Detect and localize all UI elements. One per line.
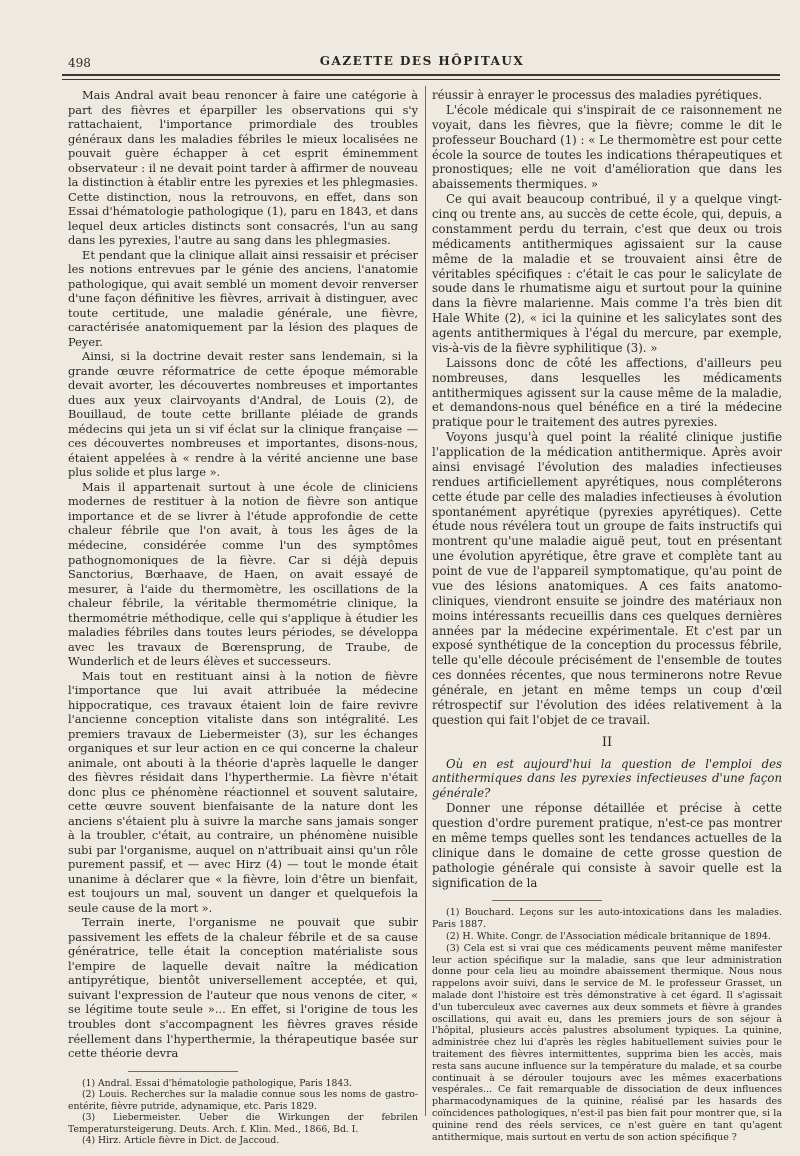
paragraph: Terrain inerte, l'organisme ne pouvait que subir passivement les effets de la chaleur fébrile et de sa cause génératrice, telle était la conception matérialiste sous l'empire de laquelle devait naître la médication antipyrétique, bientôt universellement acceptée, et qui, suivant l'expression de l'auteur que nous venons de citer, « se légitime toute seule »... En effet, si l'origine de tous les troubles dont s'accompagnent les fièvres graves réside réellement dans l'hyperthermie, la thérapeutique basée sur cette théorie devra <box>68 915 418 1061</box>
column-divider <box>425 86 426 1116</box>
header-rule-thick <box>62 74 780 76</box>
section-question: Où en est aujourd'hui la question de l'emploi des antithermiques dans les pyrexies infectieuses d'une façon générale? <box>432 756 782 801</box>
footnote: (1) Bouchard. Leçons sur les auto-intoxications dans les maladies. Paris 1887. <box>432 907 782 931</box>
paragraph: Ce qui avait beaucoup contribué, il y a quelque vingt-cinq ou trente ans, au succès de cette école, qui, depuis, a constamment perdu du terrain, c'est que deux ou trois médicaments antithermiques agissaient sur la cause même de la maladie et se trouvaient ainsi être de véritables spécifiques : c'était le cas pour le salicylate de soude dans le rhumatisme aigu et surtout pour la quinine dans la fièvre malarienne. Mais comme l'a très bien dit Hale White (2), « ici la quinine et les salicylates sont des agents antithermiques à l'égal du mercure, par exemple, vis-à-vis de la fièvre syphilitique (3). » <box>432 192 782 355</box>
footnote: (1) Andral. Essai d'hématologie pathologique, Paris 1843. <box>82 1077 353 1089</box>
paragraph: Voyons jusqu'à quel point la réalité clinique justifie l'application de la médication antithermique. Après avoir ainsi envisagé l'évolution des maladies infectieuses rendues artificiellement apyrétiques, nous compléterons cette étude par celle des maladies infectieuses à évolution spontanément apyrétique (pyrexies apyrétiques). Cette étude nous révélera tout un groupe de faits instructifs qui montrent qu'une maladie aiguë peut, tout en présentant une évolution apyrétique, être grave et complète tant au point de vue de l'appareil symptomatique, qu'au point de vue des lésions anatomiques. A ces faits anatomo-cliniques, viendront ensuite se joindre des matériaux non moins intéressants recueillis dans ces quelques dernières années par la médecine expérimentale. Et c'est par un exposé synthétique de la conception du processus fébrile, telle qu'elle découle précisément de l'ensemble de toutes ces données récentes, que nous terminerons notre Revue générale, en jetant en même temps un coup d'œil rétrospectif sur l'évolution des idées relativement à la question qui fait l'objet de ce travail. <box>432 430 782 727</box>
paragraph: Mais il appartenait surtout à une école de cliniciens modernes de restituer à la notion de fièvre son antique importance et de se livrer à l'étude approfondie de cette chaleur fébrile que l'on avait, à tous les âges de la médecine, considérée comme l'un des symptômes pathognomoniques de la fièvre. Car si déjà depuis Sanctorius, Bœrhaave, de Haen, on avait essayé de mesurer, à l'aide du thermomètre, les oscillations de la chaleur fébrile, la véritable thermométrie clinique, la thermométrie méthodique, celle qui s'applique à étudier les maladies fébriles dans toutes leurs périodes, se développa avec les travaux de Bœrensprung, de Traube, de Wunderlich et de leurs élèves et successeurs. <box>68 479 418 669</box>
paragraph: Laissons donc de côté les affections, d'ailleurs peu nombreuses, dans lesquelles les médicaments antithermiques agissent sur la cause même de la maladie, et demandons-nous quel bénéfice en a tiré la médecine pratique pour le traitement des autres pyrexies. <box>432 355 782 430</box>
footnote: (3) Cela est si vrai que ces médicaments peuvent même manifester leur action spécifique sur la maladie, sans que leur administration donne pour cela lieu au moindre abaissement thermique. Nous nous rappelons avoir suivi, dans le service de M. le professeur Grasset, un malade dont l'histoire est très démonstrative à cet égard. Il s'agissait d'un tuberculeux avec cavernes aux deux sommets et fièvre à grandes oscillations, qui avait eu, dans les premiers jours de son séjour à l'hôpital, plusieurs accès palustres absolument typiques. La quinine, administrée chez lui d'après les règles habituellement suivies pour le traitement des fièvres intermittentes, supprima bien les accès, mais resta sans aucune influence sur la température du malade, et sa courbe continuait à se dérouler toujours avec les mêmes exacerbations vespérales... Ce fait remarquable de dissociation de deux influences pharmacodynamiques de la quinine, réalisé par les hasards des coïncidences pathologiques, n'est-il pas bien fait pour montrer que, si la quinine rend des réels services, ce n'est guère en tant qu'agent antithermique, mais surtout en vertu de son action spécifique ? <box>432 942 782 1143</box>
page-number: 498 <box>68 56 91 70</box>
footnote: (2) Louis. Recherches sur la maladie connue sous les noms de gastro-entérite, fièvre putride, adynamique, etc. Paris 1829. <box>68 1089 418 1112</box>
footnote: (2) H. White. Congr. de l'Association médicale britannique de 1894. <box>446 930 771 942</box>
footnote-rule <box>128 1071 238 1072</box>
header-rule-thin <box>62 79 780 80</box>
footnote-rule <box>492 900 602 901</box>
paragraph: Mais tout en restituant ainsi à la notion de fièvre l'importance que lui avait attribuée la médecine hippocratique, ces travaux étaient loin de faire revivre l'ancienne conception vitaliste dans son intégralité. Les premiers travaux de Liebermeister (3), sur les échanges organiques et sur leur action en ce qui concerne la chaleur animale, ont abouti à la théorie d'après laquelle le danger des fièvres résidait dans l'hyperthermie. La fièvre n'était donc plus ce phénomène réactionnel et souvent salutaire, cette œuvre souvent bienfaisante de la nature dont les anciens s'étaient plu à suivre la marche sans jamais songer à la troubler, c'était, au contraire, un phénomène nuisible subi par l'organisme, auquel on n'attribuait ainsi qu'un rôle purement passif, et — avec Hirz (4) — tout le monde était unanime à déclarer que « la fièvre, loin d'être un bienfait, est toujours un mal, souvent un danger et quelquefois la seule cause de la mort ». <box>68 668 418 915</box>
paragraph: réussir à enrayer le processus des maladies pyrétiques. <box>432 88 763 102</box>
paragraph: L'école médicale qui s'inspirait de ce raisonnement ne voyait, dans les fièvres, que la fièvre; comme le dit le professeur Bouchard (1) : « Le thermomètre est pour cette école la source de toutes les indications thérapeutiques et pronostiques; elle ne voit d'amélioration que dans les abaissements thermiques. » <box>432 102 782 192</box>
right-column <box>432 88 782 1143</box>
paragraph: Et pendant que la clinique allait ainsi ressaisir et préciser les notions entrevues par le génie des anciens, l'anatomie pathologique, qui avait semblé un moment devoir renverser d'une façon définitive les fièvres, arrivait à distinguer, avec toute certitude, une maladie générale, une fièvre, caractérisée anatomiquement par la lésion des plaques de Peyer. <box>68 247 418 349</box>
paragraph: Ainsi, si la doctrine devait rester sans lendemain, si la grande œuvre réformatrice de cette époque mémorable devait avorter, les découvertes nombreuses et importantes dues aux yeux clairvoyants d'Andral, de Louis (2), de Bouillaud, de toute cette brillante pléiade de grands médecins qui jeta un si vif éclat sur la clinique française — ces découvertes nombreuses et importantes, disons-nous, étaient appelées à « rendre à la vérité ancienne une base plus solide et plus large ». <box>68 349 418 480</box>
footnote: (3) Liebermeister. Ueber die Wirkungen der febrilen Temperatursteigerung. Deuts. Arch. f. Klin. Med., 1866, Bd. I. <box>68 1112 418 1135</box>
footnote: (4) Hirz. Article fièvre in Dict. de Jaccoud. <box>82 1135 280 1147</box>
left-column <box>68 88 418 1147</box>
paragraph: Mais Andral avait beau renoncer à faire une catégorie à part des fièvres et éparpiller les observations qui s'y rattachaient, l'importance primordiale des troubles généraux dans les maladies fébriles le mieux localisées ne pouvait guère échapper à cet esprit éminemment observateur : il ne devait point tarder à affirmer de nouveau la distinction à établir entre les pyrexies et les phlegmasies. Cette distinction, nous la retrouvons, en effet, dans son Essai d'hématologie pathologique (1), paru en 1843, et dans lequel deux articles distincts sont consacrés, l'un au sang dans les pyrexies, l'autre au sang dans les phlegmasies. <box>68 88 418 248</box>
running-header <box>62 52 782 72</box>
section-number: II <box>601 734 613 750</box>
paragraph: Donner une réponse détaillée et précise à cette question d'ordre purement pratique, n'est-ce pas montrer en même temps quelles sont les tendances actuelles de la clinique dans le domaine de cette grosse question de pathologie générale qui consiste à savoir quelle est la signification de la <box>432 801 782 890</box>
journal-title: GAZETTE DES HÔPITAUX <box>319 54 525 68</box>
